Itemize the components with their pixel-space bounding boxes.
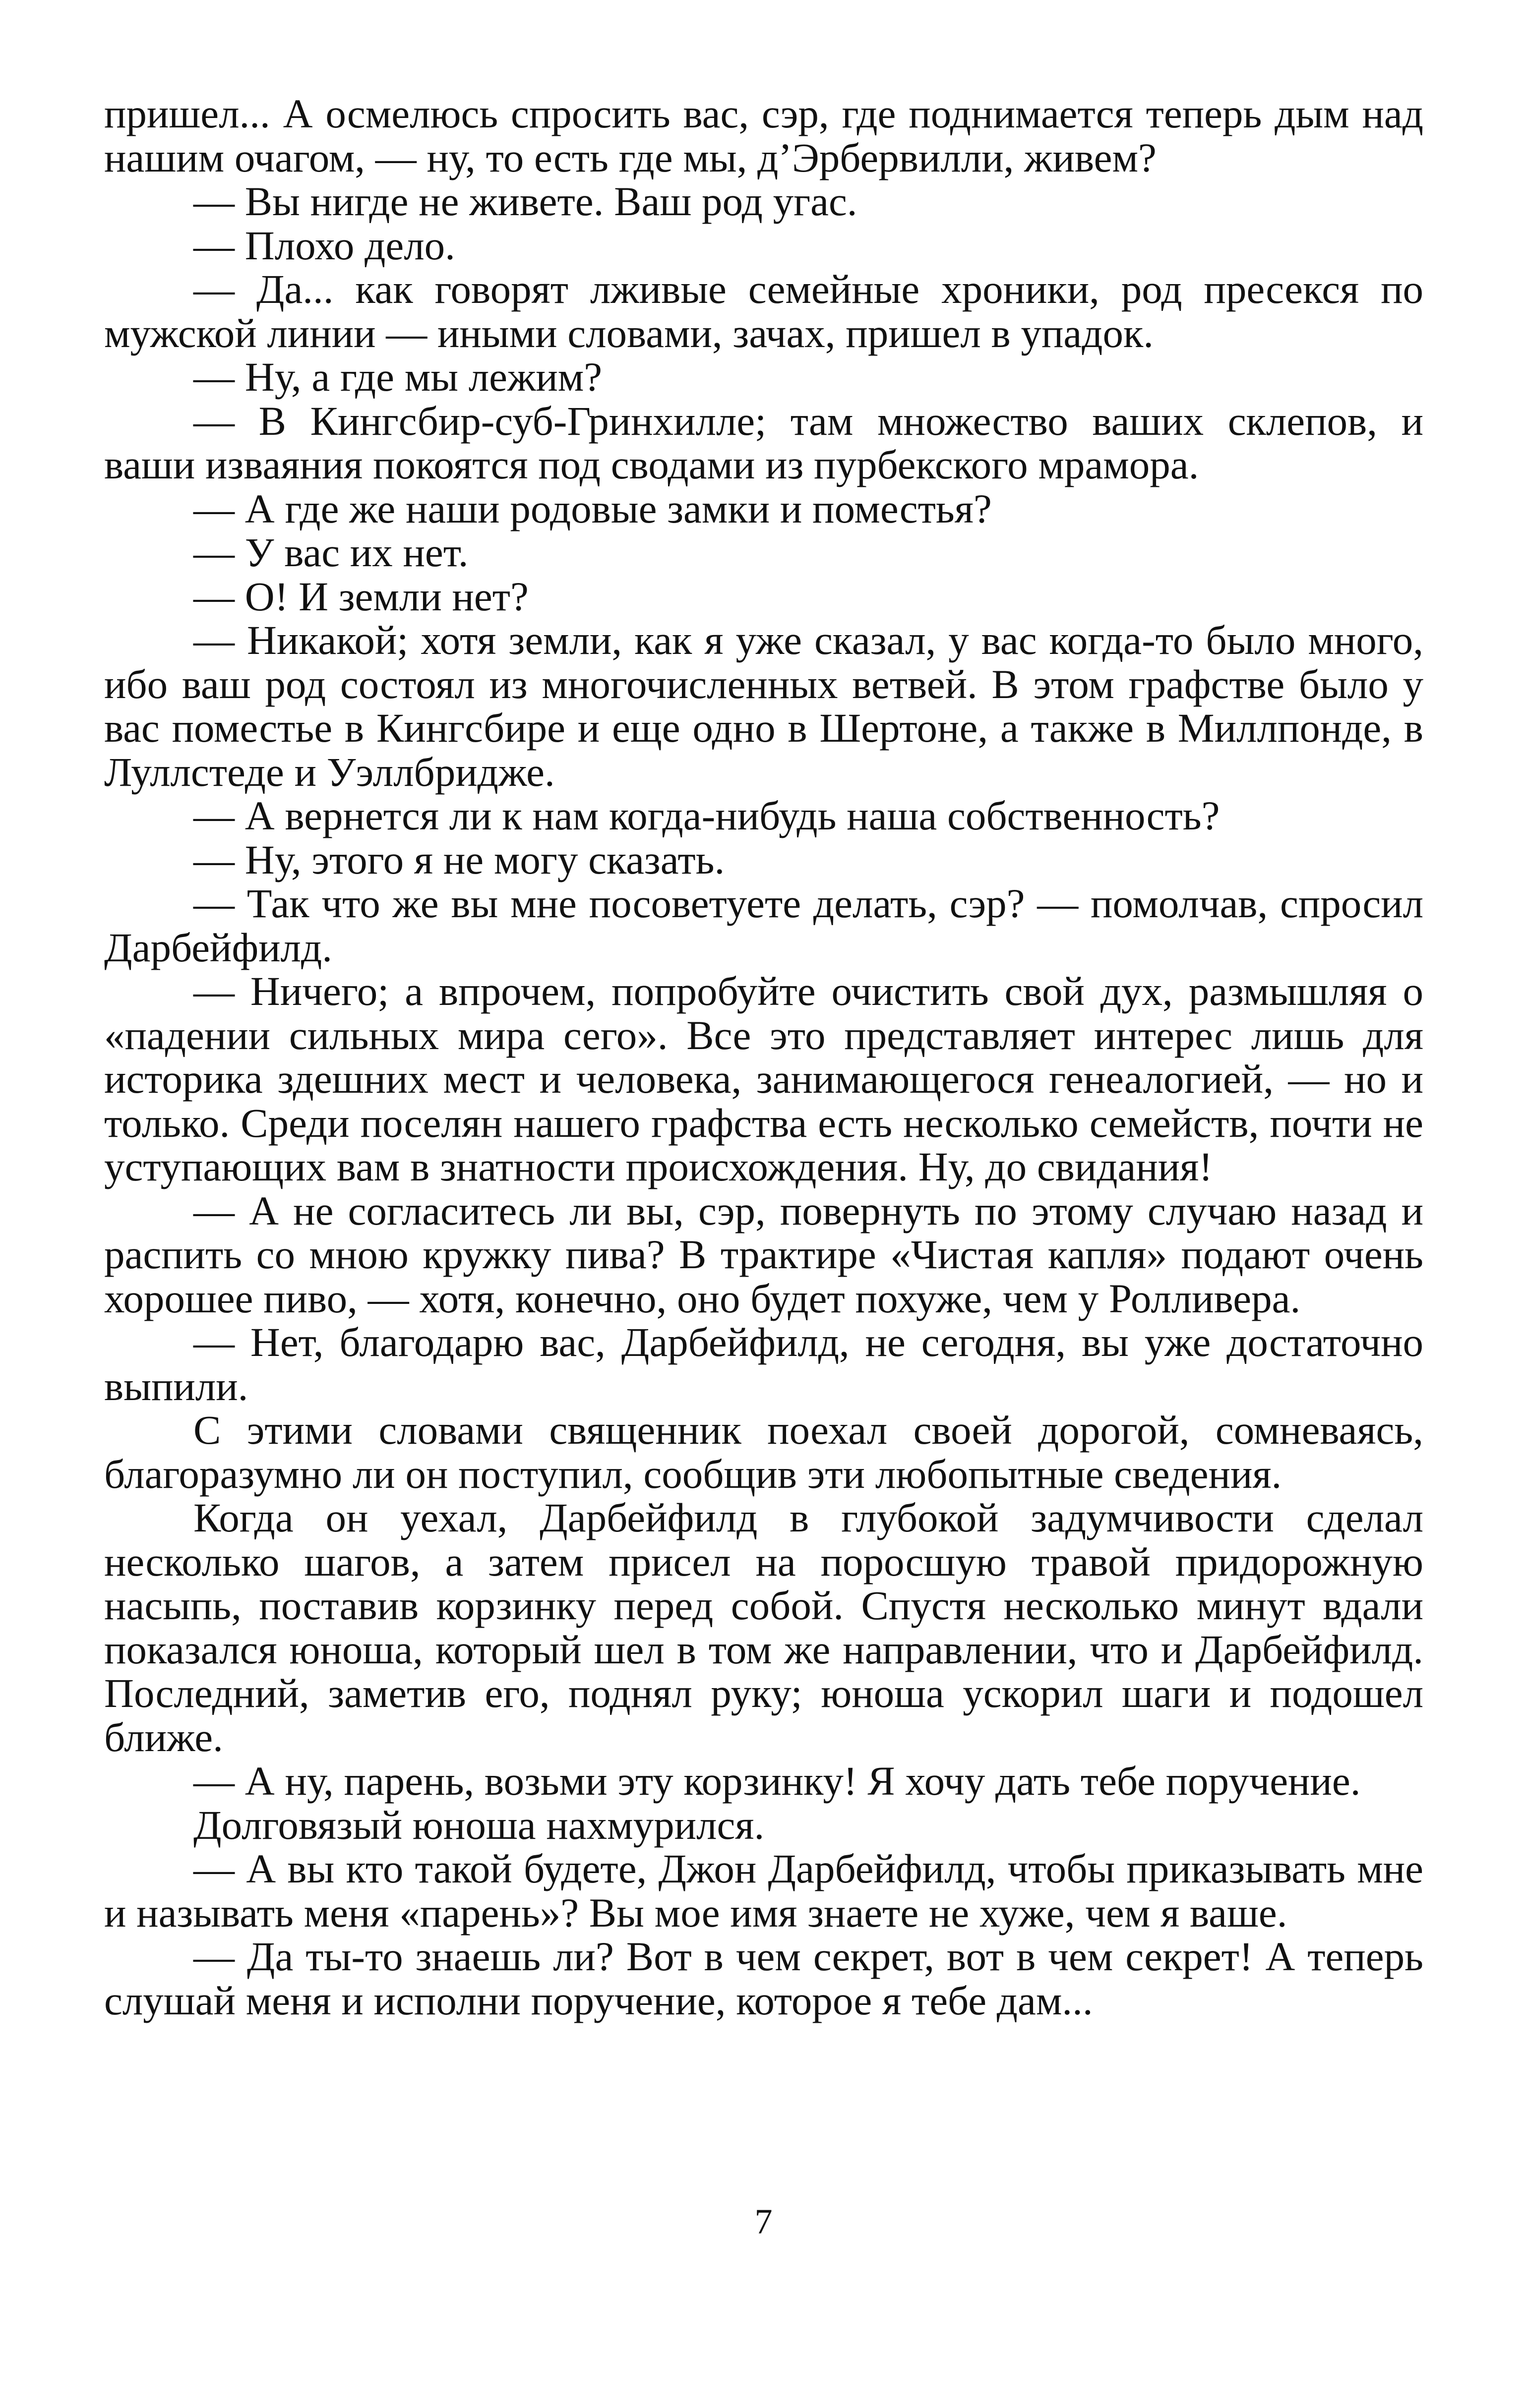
page-number: 7 bbox=[754, 2202, 773, 2241]
paragraph: — Плохо дело. bbox=[193, 222, 455, 268]
paragraph: — Да... как говорят лживые семейные хроники, род пресекся по мужской линии — иными словами, зачах, пришел в упадок. bbox=[104, 266, 1423, 356]
paragraph: Долговязый юноша нахмурился. bbox=[193, 1802, 765, 1848]
paragraph: — Ну, этого я не могу сказать. bbox=[193, 836, 725, 882]
paragraph: — Так что же вы мне посоветуете делать, сэр? — помолчав, спросил Дарбейфилд. bbox=[104, 881, 1423, 970]
paragraph: — Вы нигде не живете. Ваш род угас. bbox=[193, 178, 857, 224]
paragraph: С этими словами священник поехал своей дорогой, сомневаясь, благоразумно ли он поступил, сообщив эти любопытные сведения. bbox=[104, 1407, 1423, 1497]
paragraph: — А вернется ли к нам когда-нибудь наша собственность? bbox=[193, 793, 1220, 838]
paragraph: — Никакой; хотя земли, как я уже сказал, у вас когда-то было много, ибо ваш род состоял из многочисленных ветвей. В этом графстве было у вас поместье в Кингсбире и еще одно в Шертоне, а также в Миллпонде, в Луллстеде и Уэллбридже. bbox=[104, 617, 1423, 795]
paragraph: — А где же наши родовые замки и поместья? bbox=[193, 485, 992, 531]
paragraph: — Ничего; а впрочем, попробуйте очистить свой дух, размышляя о «падении сильных мира сего». Все это представляет интерес лишь для историка здешних мест и человека, занимающегося генеалогией, — но и только. Среди поселян нашего графства есть несколько семейств, почти не уступающих вам в знатности происхождения. Ну, до свидания! bbox=[104, 968, 1423, 1189]
paragraph: — Да ты-то знаешь ли? Вот в чем секрет, вот в чем секрет! А теперь слушай меня и исполни поручение, которое я тебе дам... bbox=[104, 1934, 1423, 2023]
paragraph: — А ну, парень, возьми эту корзинку! Я хочу дать тебе поручение. bbox=[193, 1758, 1361, 1804]
paragraph: — Ну, а где мы лежим? bbox=[193, 354, 603, 400]
paragraph: пришел... А осмелюсь спросить вас, сэр, где поднимается теперь дым над нашим очагом, — ну, то есть где мы, д’Эрбервилли, живем? bbox=[104, 91, 1423, 180]
paragraph: — Нет, благодарю вас, Дарбейфилд, не сегодня, вы уже достаточно выпили. bbox=[104, 1319, 1423, 1409]
paragraph: — А вы кто такой будете, Джон Дарбейфилд, чтобы приказывать мне и называть меня «парень»? Вы мое имя знаете не хуже, чем я ваше. bbox=[104, 1846, 1423, 1936]
paragraph: — О! И земли нет? bbox=[193, 573, 529, 619]
paragraph: Когда он уехал, Дарбейфилд в глубокой задумчивости сделал несколько шагов, а затем присел на поросшую травой придорожную насыпь, поставив корзинку перед собой. Спустя несколько минут вдали показался юноша, который шел в том же направлении, что и Дарбейфилд. Последний, заметив его, поднял руку; юноша ускорил шаги и подошел ближе. bbox=[104, 1495, 1423, 1760]
paragraph: — В Кингсбир-суб-Гринхилле; там множество ваших склепов, и ваши изваяния покоятся под сводами из пурбекского мрамора. bbox=[104, 398, 1423, 487]
page-body bbox=[104, 92, 1423, 2022]
paragraph: — А не согласитесь ли вы, сэр, повернуть по этому случаю назад и распить со мною кружку пива? В трактире «Чистая капля» подают очень хорошее пиво, — хотя, конечно, оно будет похуже, чем у Ролливера. bbox=[104, 1187, 1423, 1321]
paragraph: — У вас их нет. bbox=[193, 529, 469, 575]
